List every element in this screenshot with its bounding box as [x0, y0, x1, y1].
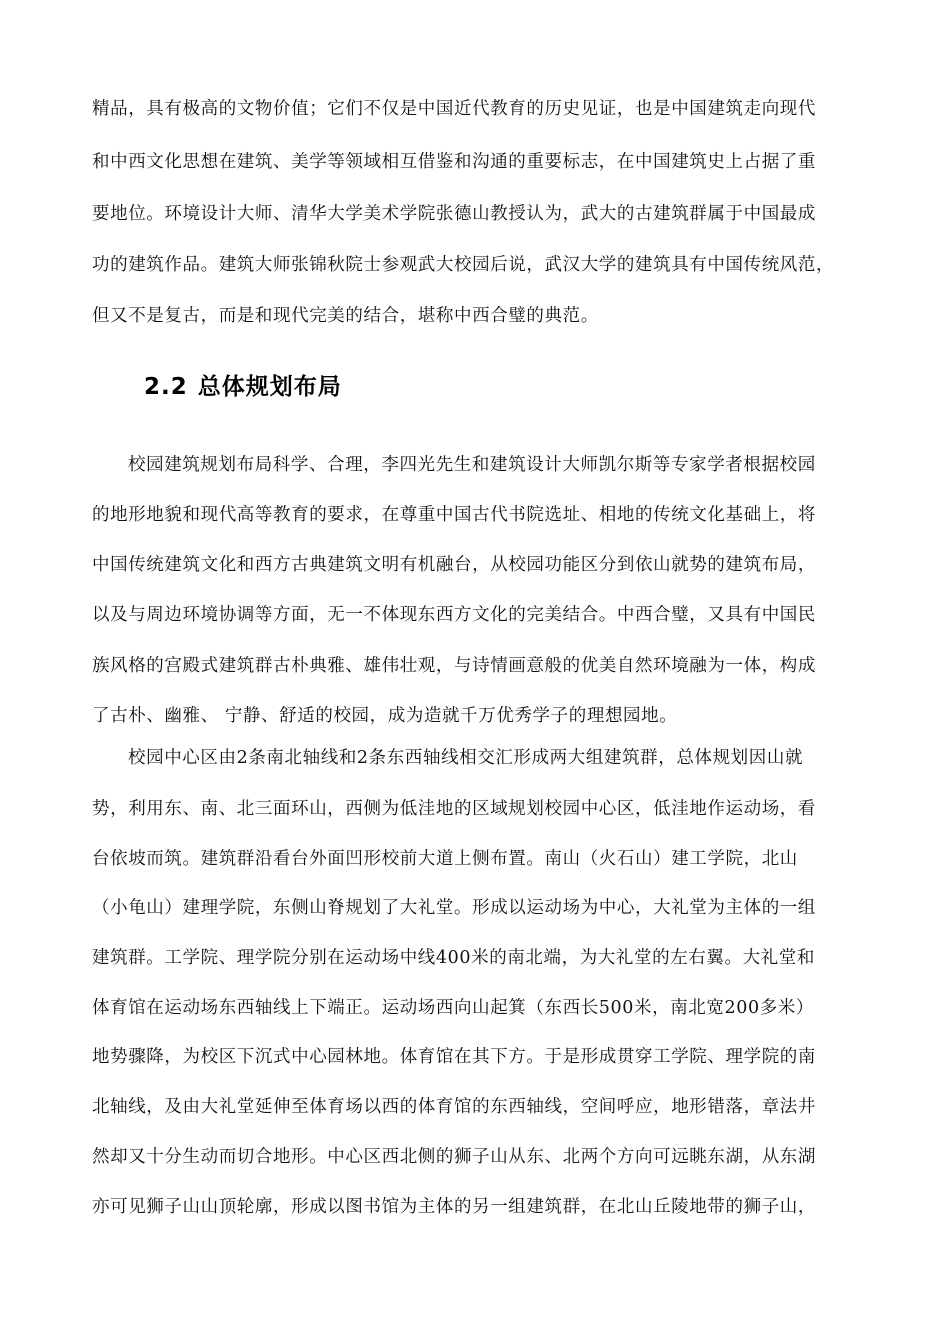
text-line: 中国传统建筑文化和西方古典建筑文明有机融台，从校园功能区分到依山就势的建筑布局， [92, 555, 816, 575]
text-line: 但又不是复古，而是和现代完美的结合，堪称中西合璧的典范。 [92, 306, 599, 326]
text-line: 以及与周边环境协调等方面，无一不体现东西方文化的完美结合。中西合璧，又具有中国民 [92, 605, 816, 625]
text-line: 北轴线，及由大礼堂延伸至体育场以西的体育馆的东西轴线，空间呼应，地形错落，章法井 [92, 1097, 816, 1117]
section-title: 总体规划布局 [197, 374, 342, 400]
text-line: 的地形地貌和现代高等教育的要求，在尊重中国古代书院选址、相地的传统文化基础上，将 [92, 505, 816, 525]
text-line: 要地位。环境设计大师、清华大学美术学院张德山教授认为，武大的古建筑群属于中国最成 [92, 204, 816, 224]
text-line: 建筑群。工学院、理学院分别在运动场中线400米的南北端，为大礼堂的左右翼。大礼堂和 [92, 948, 815, 968]
section-heading [144, 372, 342, 402]
text-line: 精品，具有极高的文物价值；它们不仅是中国近代教育的历史见证，也是中国建筑走向现代 [92, 99, 816, 119]
section-number: 2.2 [144, 374, 188, 400]
text-line: 了古朴、幽雅、 宁静、舒适的校园，成为造就千万优秀学子的理想园地。 [92, 706, 678, 726]
text-line: 然却又十分生动而切合地形。中心区西北侧的狮子山从东、北两个方向可远眺东湖，从东湖 [92, 1147, 816, 1167]
text-line: （小龟山）建理学院，东侧山脊规划了大礼堂。形成以运动场为中心，大礼堂为主体的一组 [92, 898, 816, 918]
text-line: 体育馆在运动场东西轴线上下端正。运动场西向山起箕（东西长500米，南北宽200多米） [92, 998, 815, 1018]
text-line: 亦可见狮子山山顶轮廓，形成以图书馆为主体的另一组建筑群，在北山丘陵地带的狮子山， [92, 1197, 816, 1217]
text-line: 功的建筑作品。建筑大师张锦秋院士参观武大校园后说，武汉大学的建筑具有中国传统风范， [92, 255, 835, 275]
text-line: 和中西文化思想在建筑、美学等领域相互借鉴和沟通的重要标志，在中国建筑史上占据了重 [92, 152, 816, 172]
text-line: 台依坡而筑。建筑群沿看台外面凹形校前大道上侧布置。南山（火石山）建工学院，北山 [92, 849, 798, 869]
text-line: 势，利用东、南、北三面环山，西侧为低洼地的区域规划校园中心区，低洼地作运动场，看 [92, 799, 816, 819]
text-line: 族风格的宫殿式建筑群古朴典雅、雄伟壮观，与诗情画意般的优美自然环境融为一体，构成 [92, 656, 816, 676]
text-line: 地势骤降，为校区下沉式中心园林地。体育馆在其下方。于是形成贯穿工学院、理学院的南 [92, 1047, 816, 1067]
text-line: 校园建筑规划布局科学、合理，李四光先生和建筑设计大师凯尔斯等专家学者根据校园 [128, 455, 816, 475]
text-line: 校园中心区由2条南北轴线和2条东西轴线相交汇形成两大组建筑群，总体规划因山就 [128, 748, 804, 768]
